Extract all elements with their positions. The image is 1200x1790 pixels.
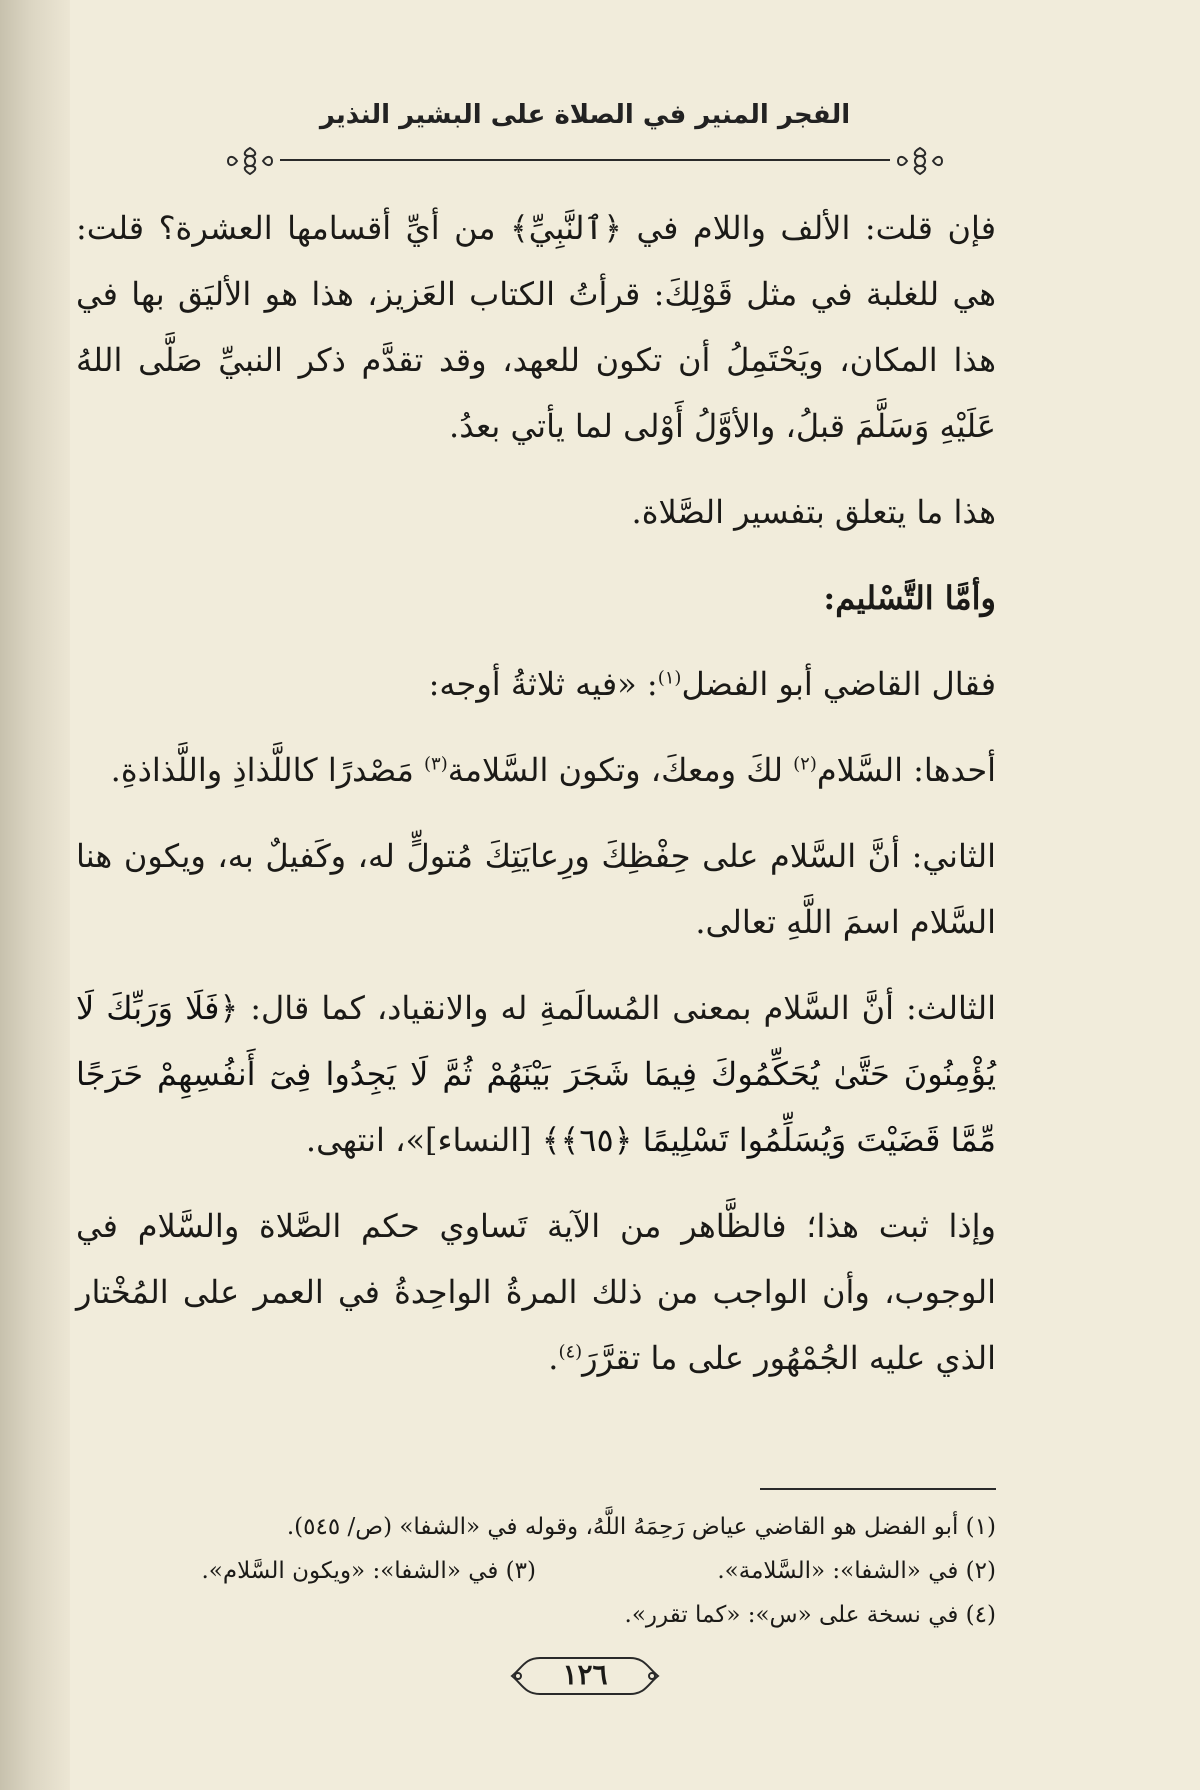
p4-text-a: أحدها: السَّلام <box>816 751 996 789</box>
paragraph-3 <box>76 651 996 717</box>
p3-text-b: : «فيه ثلاثةُ أوجه: <box>428 665 658 703</box>
footnote-1: (١) أبو الفضل هو القاضي عياض رَحِمَهُ اللَّهُ، وقوله في «الشفا» (ص/ ٥٤٥). <box>286 1514 996 1540</box>
footnotes <box>76 1505 996 1637</box>
page-header <box>225 100 945 178</box>
p7-text-a: وإذا ثبت هذا؛ فالظَّاهر من الآية تَساوي حكم الصَّلاة والسَّلام في الوجوب، وأن الواجب من ذلك المرةُ الواحِدةُ في العمر على المُخْتار الذي عليه الجُمْهُور على ما تقرَّرَ <box>76 1207 997 1377</box>
footnote-ref-2: (٢) <box>793 753 817 775</box>
quran-verse: ﴿فَلَا وَرَبِّكَ لَا يُؤْمِنُونَ حَتَّىٰ يُحَكِّمُوكَ فِيمَا شَجَرَ بَيْنَهُمْ ثُمَّ لَا يَجِدُوا فِىٓ أَنفُسِهِمْ حَرَجًا مِّمَّا قَضَيْتَ وَيُسَلِّمُوا تَسْلِيمًا ﴿٦٥﴾﴾ <box>76 989 996 1159</box>
right-ornament-icon <box>895 144 945 178</box>
page-number: ١٢٦ <box>562 1658 608 1691</box>
section-heading: وأمَّا التَّسْليم: <box>823 579 996 617</box>
page-number-frame <box>500 1652 670 1700</box>
paragraph-2: هذا ما يتعلق بتفسير الصَّلاة. <box>631 493 996 531</box>
footnote-ref-1: (١) <box>657 667 682 689</box>
book-spine-shadow <box>0 0 70 1790</box>
footnote-row-2-3 <box>76 1549 996 1593</box>
footnote-ref-3: (٣) <box>424 753 448 775</box>
footnote-2: (٢) في «الشفا»: «السَّلامة». <box>717 1558 996 1584</box>
footnote-3: (٣) في «الشفا»: «ويكون السَّلام». <box>201 1558 536 1584</box>
left-ornament-icon <box>225 144 275 178</box>
p6-text-a: الثالث: أنَّ السَّلام بمعنى المُسالَمةِ له والانقياد، كما قال: <box>238 989 997 1027</box>
main-text <box>76 195 996 1391</box>
paragraph-6 <box>76 975 996 1173</box>
footnote-4: (٤) في نسخة على «س»: «كما تقرر». <box>624 1602 996 1628</box>
p4-text-b: لكَ ومعكَ، وتكون السَّلامة <box>447 751 794 789</box>
p4-text-c: مَصْدرًا كاللَّذاذِ واللَّذاذةِ. <box>110 751 425 789</box>
p6-text-b: [النساء]»، انتهى. <box>305 1121 542 1159</box>
header-rule <box>225 144 945 178</box>
paragraph-5: الثاني: أنَّ السَّلام على حِفْظِكَ ورِعايَتِكَ مُتولٍّ له، وكَفيلٌ به، ويكون هنا السَّلام اسمَ اللَّهِ تعالى. <box>76 837 996 941</box>
header-title: الفجر المنير في الصلاة على البشير النذير <box>319 100 851 130</box>
paragraph-4 <box>76 737 996 803</box>
footnote-divider <box>760 1488 996 1490</box>
paragraph-1: فإن قلت: الألف واللام في ﴿ٱلنَّبِيِّ﴾ من أيِّ أقسامها العشرة؟ قلت: هي للغلبة في مثل قَوْلِكَ: قرأتُ الكتاب العَزيز، هذا هو الأليَق بها في هذا المكان، ويَحْتَمِلُ أن تكون للعهد، وقد تقدَّم ذكر النبيِّ صَلَّى اللهُ عَلَيْهِ وَسَلَّمَ قبلُ، والأوَّلُ أَوْلى لما يأتي بعدُ. <box>76 209 997 445</box>
footnote-ref-4: (٤) <box>558 1341 583 1363</box>
p7-text-b: . <box>548 1339 559 1377</box>
paragraph-7 <box>76 1193 996 1391</box>
p3-text-a: فقال القاضي أبو الفضل <box>681 665 996 703</box>
